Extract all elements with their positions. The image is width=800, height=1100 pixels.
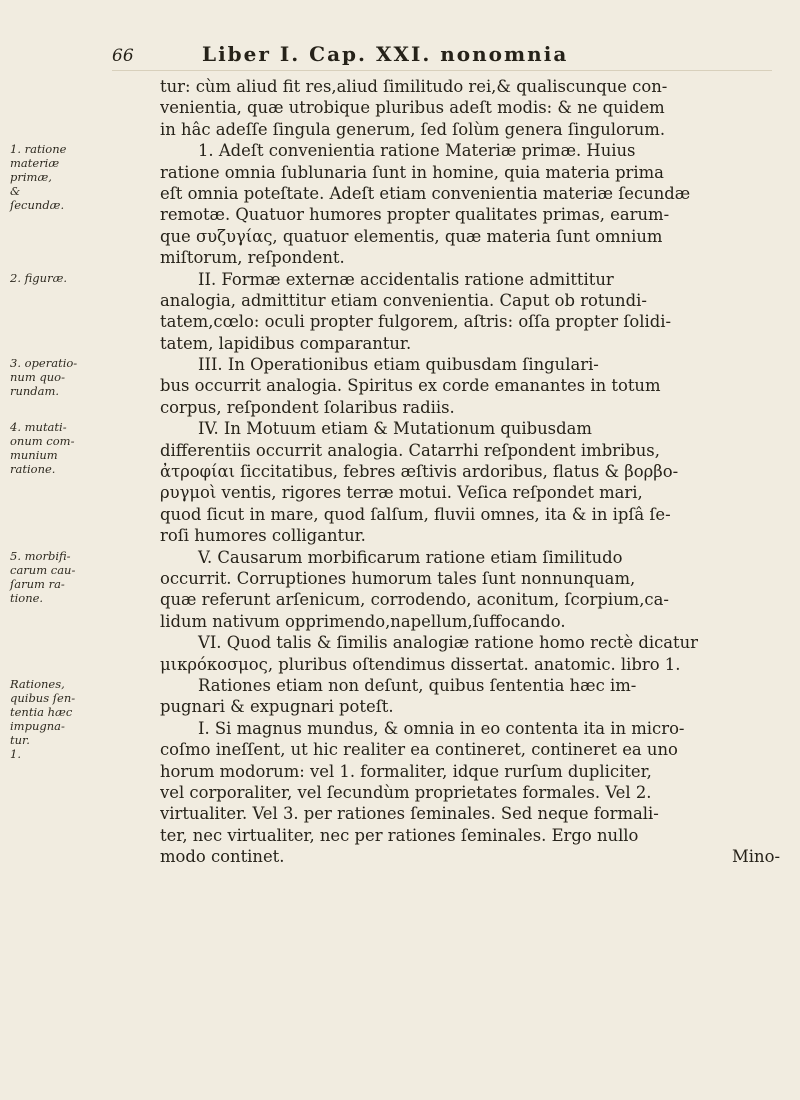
body-text: [160, 76, 780, 867]
margin-note-line: ratione.: [10, 462, 56, 477]
text-line: ἀτροφίαι ſiccitatibus, febres æſtivis ardoribus, flatus & βορβο-: [160, 462, 679, 482]
margin-note-line: carum cau-: [10, 562, 76, 577]
margin-note: [10, 356, 158, 398]
text-line: lidum nativum opprimendo,napellum,ſuffocando.: [160, 611, 566, 631]
margin-note-line: munium: [10, 448, 58, 463]
margin-note: [10, 677, 158, 761]
margin-note-line: tentia hæc: [10, 705, 73, 720]
text-line: vel corporaliter, vel ſecundùm proprietates formales. Vel 2.: [160, 782, 652, 802]
text-line: horum modorum: vel 1. formaliter, idque rurſum dupliciter,: [160, 761, 652, 781]
text-line: occurrit. Corruptiones humorum tales ſunt nonnunquam,: [160, 568, 636, 588]
margin-note-line: quibus ſen-: [10, 691, 76, 706]
margin-note-line: ſecundæ.: [10, 198, 65, 213]
margin-note-line: rundam.: [10, 384, 60, 399]
text-line: μικρόκοσμος, pluribus oſtendimus dissertat. anatomic. libro 1.: [160, 654, 681, 674]
margin-note-line: tur.: [10, 733, 30, 748]
running-title: Liber I. Cap. XXI. nonomnia: [202, 42, 569, 66]
margin-note: [10, 420, 158, 476]
margin-note-line: 1. ratione: [10, 142, 67, 157]
margin-note: [10, 142, 158, 212]
margin-note-line: 2. figuræ.: [10, 270, 68, 285]
text-line: modo continet.: [160, 847, 285, 867]
text-line: miſtorum, reſpondent.: [160, 248, 345, 268]
margin-note-line: impugna-: [10, 719, 65, 734]
margin-note-line: ſarum ra-: [10, 576, 65, 591]
margin-note: [10, 549, 158, 605]
text-line: II. Formæ externæ accidentalis ratione admittitur: [198, 269, 614, 289]
text-line: in hâc adeſſe ſingula generum, ſed ſolùm genera ſingulorum.: [160, 119, 666, 139]
margin-note-line: onum com-: [10, 434, 75, 449]
margin-note-line: materiæ: [10, 156, 60, 171]
margin-note-line: 1.: [10, 747, 21, 762]
margin-note-line: 5. morbifi-: [10, 548, 71, 563]
text-line: VI. Quod talis & ſimilis analogiæ ratione homo rectè dicatur: [198, 633, 699, 653]
margin-note-line: 3. operatio-: [10, 356, 78, 371]
margin-note-line: tione.: [10, 590, 44, 605]
text-line: Rationes etiam non deſunt, quibus ſententia hæc im-: [198, 675, 637, 695]
page-number: 66: [112, 46, 134, 66]
margin-note-line: 4. mutati-: [10, 420, 67, 435]
catchword: Mino-: [732, 847, 780, 867]
text-line: IV. In Motuum etiam & Mutationum quibusdam: [198, 419, 592, 439]
margin-note-line: num quo-: [10, 370, 65, 385]
text-line: III. In Operationibus etiam quibusdam ſingulari-: [198, 355, 599, 375]
text-line: ρυγμοὶ ventis, rigores terræ motui. Veſica reſpondet mari,: [160, 483, 643, 503]
text-line: bus occurrit analogia. Spiritus ex corde emanantes in totum: [160, 376, 661, 396]
text-line: ratione omnia ſublunaria ſunt in homine, quia materia prima: [160, 162, 664, 182]
text-line: remotæ. Quatuor humores propter qualitates primas, earum-: [160, 205, 670, 225]
text-line: analogia, admittitur etiam convenientia. Caput ob rotundi-: [160, 290, 647, 310]
text-line: tur: cùm aliud fit res,aliud ſimilitudo rei,& qualiscunque con-: [160, 77, 668, 96]
margin-note-line: Rationes,: [10, 677, 65, 692]
text-line: virtualiter. Vel 3. per rationes ſeminales. Sed neque formali-: [160, 804, 659, 824]
text-line: ter, nec virtualiter, nec per rationes ſeminales. Ergo nullo: [160, 825, 639, 845]
text-line: I. Si magnus mundus, & omnia in eo contenta ita in micro-: [198, 718, 685, 738]
text-line: V. Causarum morbificarum ratione etiam ſimilitudo: [198, 547, 623, 567]
margin-note: [10, 271, 158, 285]
text-line: venientia, quæ utrobique pluribus adeſt modis: & ne quidem: [160, 98, 665, 118]
text-line: tatem,cœlo: oculi propter fulgorem, aſtris: oſſa propter ſolidi-: [160, 312, 672, 332]
text-line: corpus, reſpondent ſolaribus radiis.: [160, 397, 455, 417]
text-line: quod ſicut in mare, quod ſalſum, fluvii omnes, ita & in ipſâ ſe-: [160, 504, 671, 524]
text-line: quæ referunt arſenicum, corrodendo, aconitum, ſcorpium,ca-: [160, 590, 669, 610]
text-line: pugnari & expugnari poteſt.: [160, 697, 394, 717]
text-line: roſi humores colligantur.: [160, 526, 366, 546]
text-line: tatem, lapidibus comparantur.: [160, 333, 412, 353]
text-line: coſmo ineſſent, ut hic realiter ea contineret, contineret ea uno: [160, 740, 678, 760]
text-line: que συζυγίας, quatuor elementis, quæ materia ſunt omnium: [160, 226, 663, 246]
margin-note-line: primæ,: [10, 170, 52, 185]
text-line: eſt omnia poteſtate. Adeſt etiam convenientia materiæ ſecundæ: [160, 183, 691, 203]
text-line: differentiis occurrit analogia. Catarrhi reſpondent imbribus,: [160, 440, 660, 460]
page-header: [112, 42, 772, 71]
margin-note-line: &: [10, 184, 21, 199]
text-line: 1. Adeſt convenientia ratione Materiæ primæ. Huius: [198, 141, 636, 161]
